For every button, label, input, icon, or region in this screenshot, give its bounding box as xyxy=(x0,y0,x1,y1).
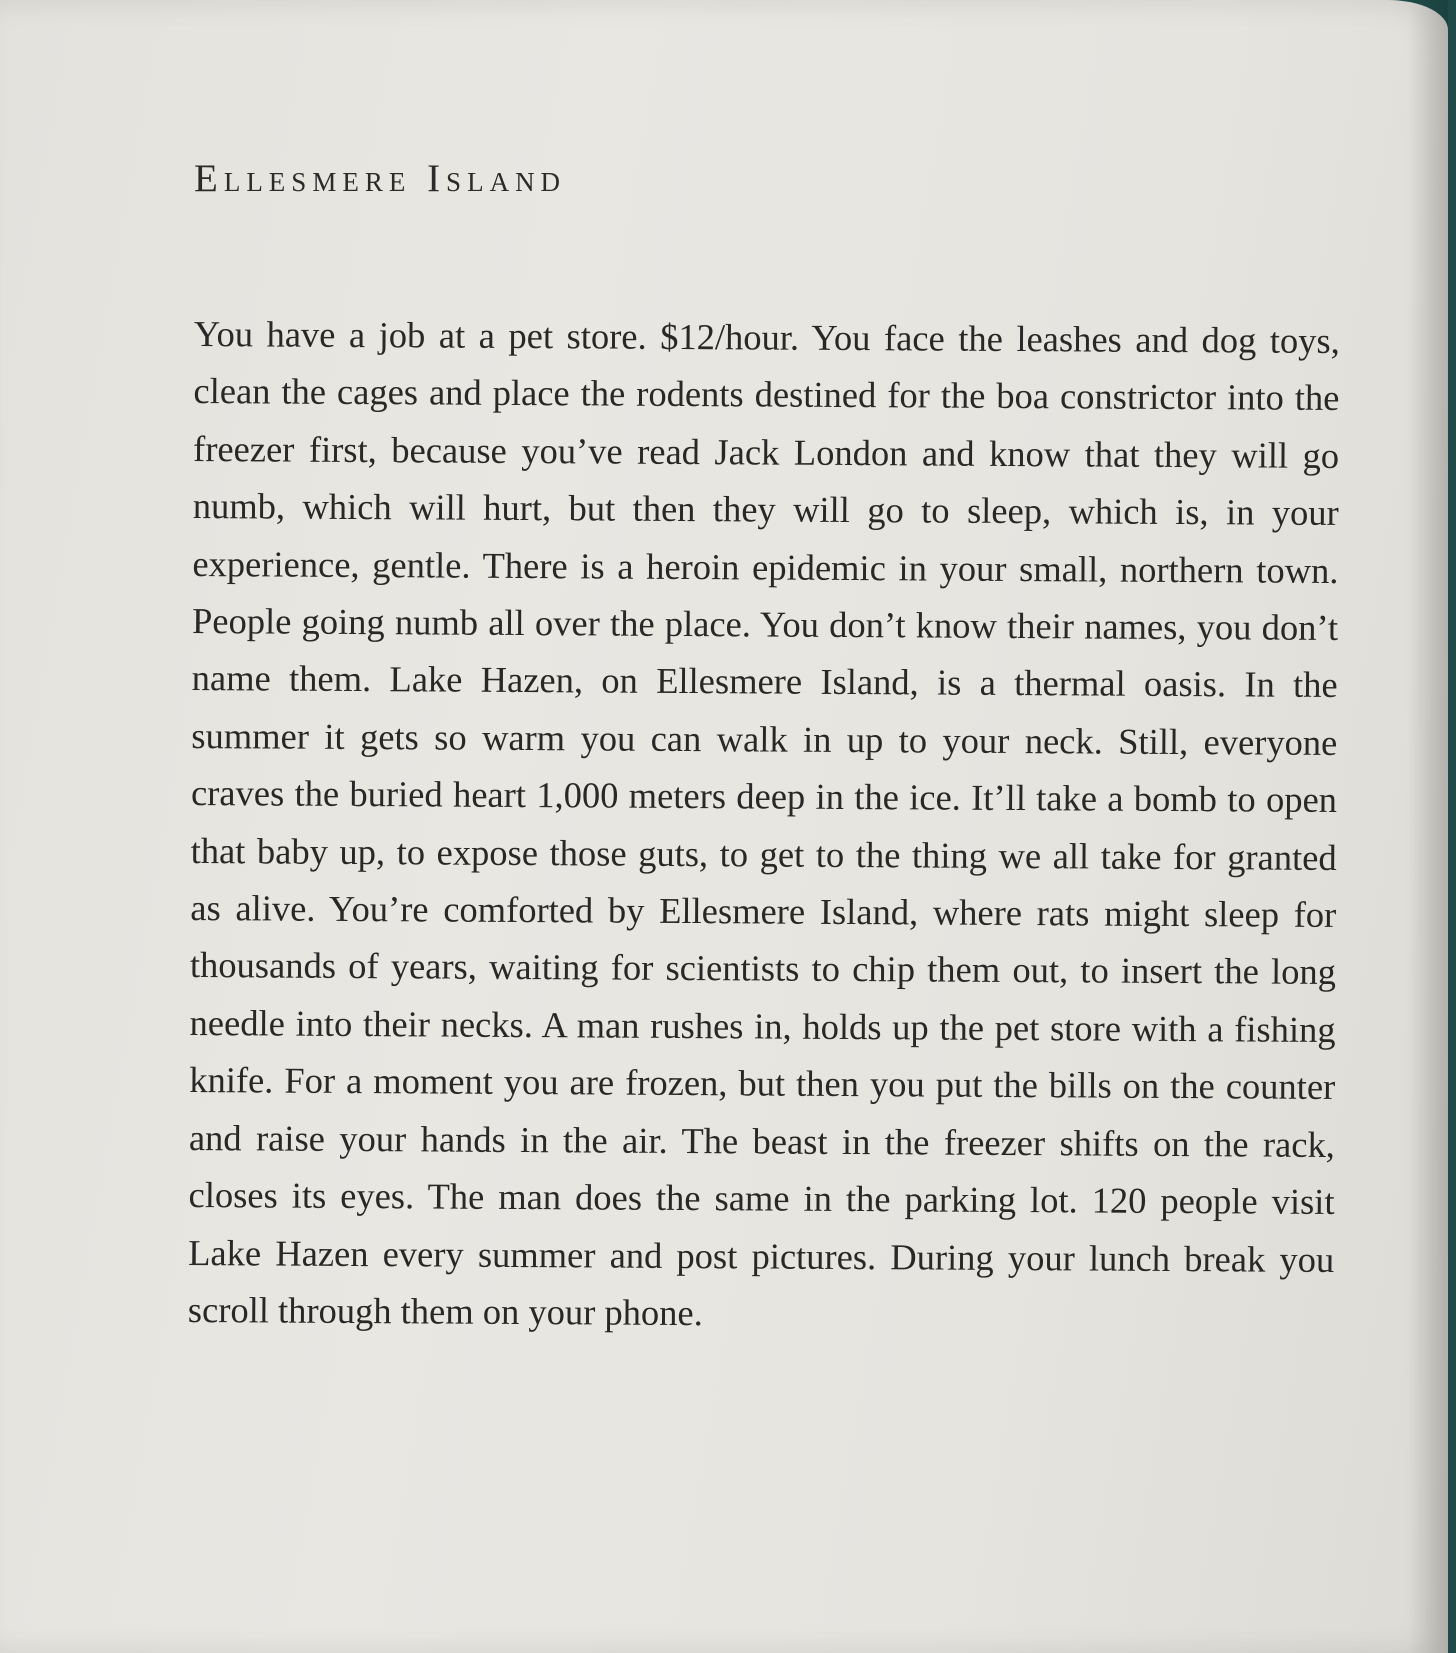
body-paragraph: You have a job at a pet store. $12/hour. You face the leashes and dog toys, clean the cages and place the rodents destined for the boa constrictor into the freezer first, because you’ve read Jack London and know that they will go numb, which will hurt, but then they will go to sleep, which is, in your experience, gentle. There is a heroin epidemic in your small, northern town. People going numb all over the place. You don’t know their names, you don’t name them. Lake Hazen, on Ellesmere Island, is a thermal oasis. In the summer it gets so warm you can walk in up to your neck. Still, everyone craves the buried heart 1,000 meters deep in the ice. It’ll take a bomb to open that baby up, to expose those guts, to get to the thing we all take for granted as alive. You’re comforted by Ellesmere Island, where rats might sleep for thousands of years, waiting for scientists to chip them out, to insert the long needle into their necks. A man rushes in, holds up the pet store with a fishing knife. For a moment you are frozen, but then you put the bills on the counter and raise your hands in the air. The beast in the freezer shifts on the rack, closes its eyes. The man does the same in the parking lot. 120 people visit Lake Hazen every summer and post pictures. During your lunch break you scroll through them on your phone. xyxy=(187,312,1340,1334)
page-title: Ellesmere Island xyxy=(194,157,567,200)
